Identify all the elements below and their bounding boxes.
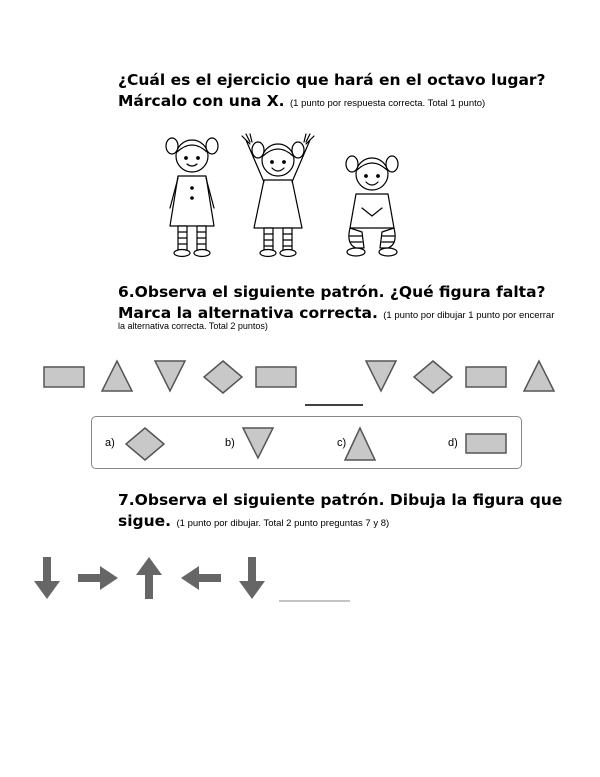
pattern-triangle-down-2 xyxy=(366,361,396,391)
question-6-instruction: Marca la alternativa correcta. xyxy=(118,304,378,322)
question-5-instruction: Márcalo con una X. xyxy=(118,92,285,110)
pattern-triangle-down-1 xyxy=(155,361,185,391)
option-c-label[interactable]: c) xyxy=(337,437,347,449)
option-a-diamond[interactable] xyxy=(126,428,164,460)
option-b-triangle-down[interactable] xyxy=(243,428,273,458)
pattern-diamond-2 xyxy=(414,361,452,393)
pattern-rectangle-1 xyxy=(44,367,84,387)
answer-options-shapes xyxy=(0,420,600,466)
pattern-triangle-up-2 xyxy=(524,361,554,391)
pattern-rectangle-3 xyxy=(466,367,506,387)
question-7-line2 xyxy=(118,511,588,534)
option-d-label[interactable]: d) xyxy=(448,437,458,449)
question-6-heading xyxy=(118,282,588,326)
girl-standing-image xyxy=(166,138,218,257)
pattern-diamond-1 xyxy=(204,361,242,393)
arrow-pattern-row xyxy=(0,555,600,605)
down-arrow-icon-2 xyxy=(239,557,265,599)
question-7-instruction: sigue. xyxy=(118,512,172,530)
option-b-label[interactable]: b) xyxy=(225,437,235,449)
question-5-line2 xyxy=(118,91,588,114)
up-arrow-icon xyxy=(136,557,162,599)
left-arrow-icon xyxy=(181,566,221,590)
pattern-rectangle-2 xyxy=(256,367,296,387)
question-7-note: (1 punto por dibujar. Total 2 punto preguntas 7 y 8) xyxy=(176,518,390,529)
down-arrow-icon xyxy=(34,557,60,599)
question-6-line1: 6.Observa el siguiente patrón. ¿Qué figura falta? xyxy=(118,283,546,301)
girl-arms-up-image xyxy=(242,134,314,257)
option-d-rectangle[interactable] xyxy=(466,434,506,453)
question-5-line1: ¿Cuál es el ejercicio que hará en el octavo lugar? xyxy=(118,71,546,89)
right-arrow-icon xyxy=(78,566,118,590)
question-6-note-a: (1 punto por dibujar 1 punto por encerrar xyxy=(383,310,555,321)
girls-exercise-illustration xyxy=(150,128,450,260)
shape-pattern-row xyxy=(0,355,600,410)
question-7-heading xyxy=(118,490,588,534)
question-5-heading xyxy=(118,70,588,114)
girl-squatting-image xyxy=(346,156,398,256)
question-7-line1: 7.Observa el siguiente patrón. Dibuja la figura que xyxy=(118,491,563,509)
option-c-triangle-up[interactable] xyxy=(345,428,375,460)
option-a-label[interactable]: a) xyxy=(105,437,115,449)
question-6-note-b: la alternativa correcta. Total 2 puntos) xyxy=(118,321,268,331)
pattern-triangle-up-1 xyxy=(102,361,132,391)
question-5-note: (1 punto por respuesta correcta. Total 1 punto) xyxy=(289,98,486,109)
